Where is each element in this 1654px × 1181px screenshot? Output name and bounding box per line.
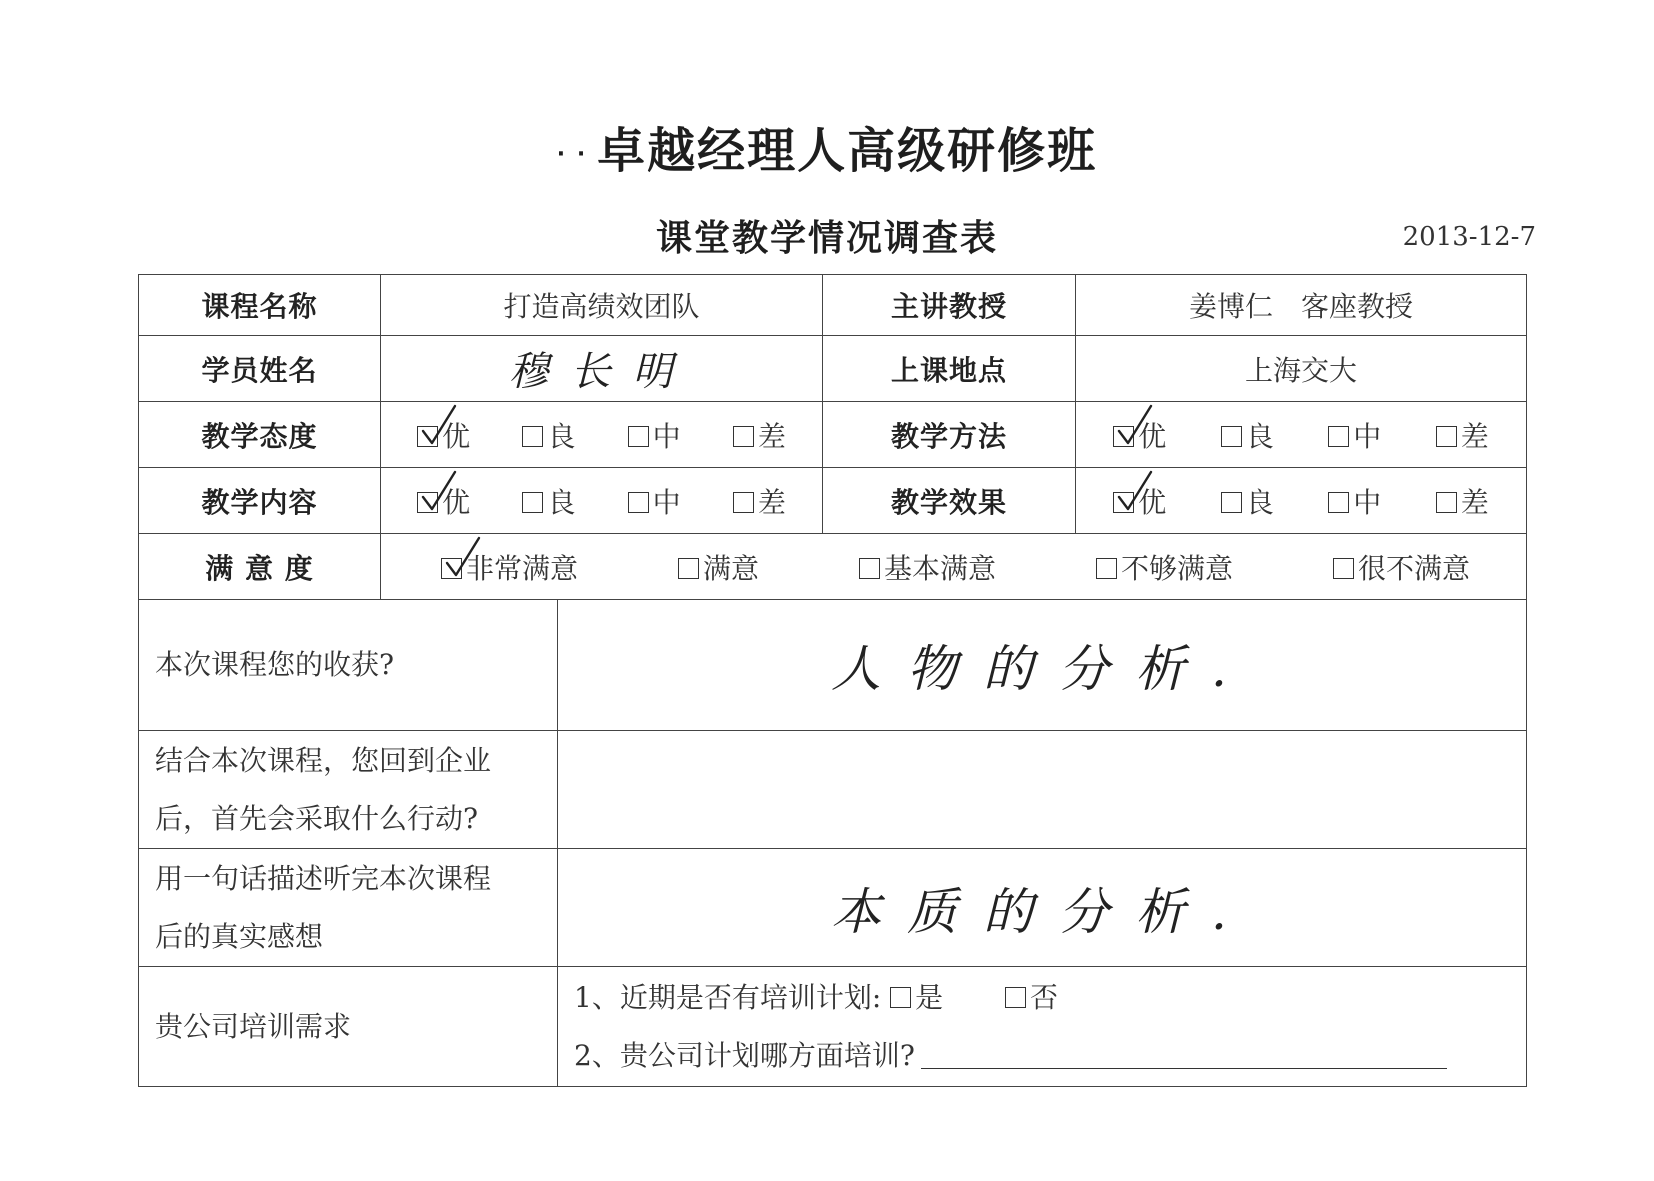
form-date: 2013-12-7 (1402, 222, 1536, 252)
rating-attitude-label: 教学态度 (139, 402, 381, 468)
checkbox-icon[interactable] (733, 492, 754, 513)
checkbox-icon[interactable] (1436, 492, 1457, 513)
checked-checkbox-icon[interactable] (1113, 426, 1134, 447)
checkmark-icon (419, 469, 459, 515)
checkbox-icon[interactable] (859, 558, 880, 579)
training-label: 贵公司培训需求 (139, 967, 558, 1087)
training-q1-text: 1、近期是否有培训计划: (574, 980, 882, 1014)
rating-option-label: 良 (1245, 419, 1274, 453)
checkbox-icon[interactable] (1328, 426, 1349, 447)
rating-option-label: 差 (757, 419, 786, 453)
rating-option-3[interactable] (733, 415, 786, 455)
checkbox-icon[interactable] (1328, 492, 1349, 513)
form-subtitle: 课堂教学情况调查表 (655, 218, 998, 259)
row-student (139, 336, 1527, 402)
student-name-handwriting: 穆长明 (508, 349, 695, 395)
question-gain-answer[interactable] (558, 600, 1527, 731)
question-action-label (139, 731, 558, 849)
row-rating-2 (139, 468, 1527, 534)
checkmark-icon (419, 403, 459, 449)
checkbox-icon[interactable] (1221, 492, 1242, 513)
rating-option-2[interactable] (1328, 415, 1381, 455)
training-yes-option[interactable] (890, 981, 943, 1014)
question-feeling-answer[interactable] (558, 849, 1527, 967)
rating-option-label: 差 (1460, 485, 1489, 519)
rating-method-label: 教学方法 (823, 402, 1076, 468)
rating-option-3[interactable] (1436, 481, 1489, 521)
rating-option-3[interactable] (733, 481, 786, 521)
satisfaction-option-3[interactable] (1096, 547, 1233, 587)
satisfaction-option-label: 基本满意 (884, 551, 997, 585)
rating-option-1[interactable] (1221, 481, 1274, 521)
training-yes-label: 是 (915, 980, 944, 1014)
question-action-line2: 后，首先会采取什么行动? (155, 801, 479, 835)
checkbox-icon[interactable] (1096, 558, 1117, 579)
row-rating-1 (139, 402, 1527, 468)
row-question-2 (139, 731, 1527, 849)
satisfaction-option-label: 满意 (703, 551, 760, 585)
training-no-option[interactable] (1005, 981, 1058, 1014)
question-action-answer[interactable] (558, 731, 1527, 849)
checked-checkbox-icon[interactable] (417, 426, 438, 447)
checked-checkbox-icon[interactable] (1113, 492, 1134, 513)
rating-option-0[interactable] (1113, 481, 1166, 521)
training-q2 (574, 1027, 1526, 1085)
training-q2-text: 2、贵公司计划哪方面培训? (574, 1038, 915, 1072)
training-q1 (574, 969, 1526, 1027)
course-value[interactable]: 打造高绩效团队 (381, 275, 823, 336)
form-title (0, 112, 1654, 181)
checkbox-icon[interactable] (522, 426, 543, 447)
rating-option-label: 差 (757, 485, 786, 519)
satisfaction-option-label: 很不满意 (1358, 551, 1471, 585)
row-training (139, 967, 1527, 1087)
checkbox-icon[interactable] (628, 426, 649, 447)
satisfaction-option-2[interactable] (859, 547, 996, 587)
rating-option-label: 良 (547, 485, 576, 519)
rating-option-label: 优 (1138, 485, 1167, 519)
rating-option-label: 中 (1353, 485, 1382, 519)
satisfaction-option-label: 不够满意 (1121, 551, 1234, 585)
rating-effect-label: 教学效果 (823, 468, 1076, 534)
question-feeling-label (139, 849, 558, 967)
checkmark-icon (443, 535, 483, 581)
rating-option-label: 优 (442, 419, 471, 453)
satisfaction-option-label: 非常满意 (466, 551, 579, 585)
training-q2-blank-line[interactable] (921, 1046, 1447, 1069)
checked-checkbox-icon[interactable] (417, 492, 438, 513)
rating-content-label: 教学内容 (139, 468, 381, 534)
rating-effect-options (1076, 468, 1527, 534)
title-dots: · · (556, 141, 588, 167)
rating-option-0[interactable] (1113, 415, 1166, 455)
row-question-1 (139, 600, 1527, 731)
student-label: 学员姓名 (139, 336, 381, 402)
rating-option-0[interactable] (417, 481, 470, 521)
checkbox-icon[interactable] (1005, 987, 1026, 1008)
rating-option-label: 良 (1245, 485, 1274, 519)
rating-attitude-options (381, 402, 823, 468)
rating-option-label: 良 (547, 419, 576, 453)
rating-option-label: 中 (652, 485, 681, 519)
rating-option-2[interactable] (628, 481, 681, 521)
row-satisfaction (139, 534, 1527, 600)
checkbox-icon[interactable] (628, 492, 649, 513)
answer-gain-handwriting: 人物的分析. (831, 640, 1253, 698)
checkbox-icon[interactable] (1221, 426, 1242, 447)
rating-option-1[interactable] (1221, 415, 1274, 455)
question-feeling-line1: 用一句话描述听完本次课程 (155, 861, 492, 895)
row-course (139, 275, 1527, 336)
checkbox-icon[interactable] (1333, 558, 1354, 579)
form-title-text: 卓越经理人高级研修班 (597, 123, 1098, 179)
lecturer-label: 主讲教授 (823, 275, 1076, 336)
checkmark-icon (1115, 469, 1155, 515)
course-label: 课程名称 (139, 275, 381, 336)
rating-option-label: 优 (1138, 419, 1167, 453)
checkbox-icon[interactable] (1436, 426, 1457, 447)
rating-option-0[interactable] (417, 415, 470, 455)
location-value[interactable]: 上海交大 (1076, 336, 1527, 402)
checked-checkbox-icon[interactable] (441, 558, 462, 579)
student-name-field[interactable] (381, 336, 823, 402)
training-questions (558, 967, 1527, 1087)
rating-option-2[interactable] (628, 415, 681, 455)
row-question-3 (139, 849, 1527, 967)
question-action-line1: 结合本次课程，您回到企业 (155, 743, 492, 777)
rating-option-label: 中 (1353, 419, 1382, 453)
answer-feeling-handwriting: 本质的分析. (831, 882, 1253, 941)
checkmark-icon (1115, 403, 1155, 449)
satisfaction-option-0[interactable] (441, 547, 578, 587)
rating-option-1[interactable] (522, 415, 575, 455)
question-feeling-line2: 后的真实感想 (155, 919, 324, 953)
satisfaction-options (381, 534, 1527, 600)
rating-option-1[interactable] (522, 481, 575, 521)
checkbox-icon[interactable] (733, 426, 754, 447)
lecturer-value[interactable]: 姜博仁 客座教授 (1076, 275, 1527, 336)
rating-method-options (1076, 402, 1527, 468)
rating-content-options (381, 468, 823, 534)
checkbox-icon[interactable] (890, 987, 911, 1008)
survey-table (138, 274, 1527, 1087)
rating-option-3[interactable] (1436, 415, 1489, 455)
rating-option-label: 优 (442, 485, 471, 519)
satisfaction-option-1[interactable] (678, 547, 759, 587)
rating-option-2[interactable] (1328, 481, 1381, 521)
training-no-label: 否 (1029, 980, 1058, 1014)
rating-option-label: 中 (652, 419, 681, 453)
checkbox-icon[interactable] (678, 558, 699, 579)
question-gain-label: 本次课程您的收获? (139, 600, 558, 731)
satisfaction-label: 满 意 度 (139, 534, 381, 600)
checkbox-icon[interactable] (522, 492, 543, 513)
satisfaction-option-4[interactable] (1333, 547, 1470, 587)
location-label: 上课地点 (823, 336, 1076, 402)
rating-option-label: 差 (1460, 419, 1489, 453)
